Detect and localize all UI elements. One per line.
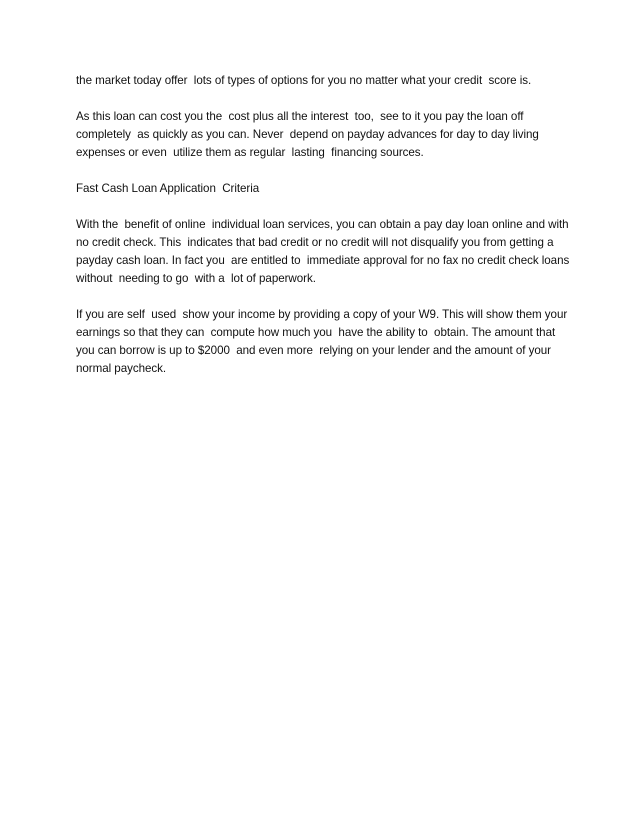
text-line: If you are self used show your income by providing a copy of your W9. This will show them your — [76, 308, 568, 321]
text-line: earnings so that they can compute how much you have the ability to obtain. The amount that — [76, 326, 556, 339]
paragraph-spacer — [76, 198, 576, 216]
text-line: completely as quickly as you can. Never depend on payday advances for day to day living — [76, 128, 539, 141]
paragraph — [76, 306, 576, 378]
text-line: normal paycheck. — [76, 362, 167, 375]
section-heading — [76, 180, 576, 198]
paragraph — [76, 216, 576, 288]
text-line: you can borrow is up to $2000 and even more relying on your lender and the amount of your — [76, 344, 551, 357]
paragraph — [76, 108, 576, 162]
heading-line: Fast Cash Loan Application Criteria — [76, 182, 260, 195]
text-line: With the benefit of online individual loan services, you can obtain a pay day loan online and with — [76, 218, 569, 231]
text-line: the market today offer lots of types of options for you no matter what your credit score is. — [76, 74, 532, 87]
text-line: As this loan can cost you the cost plus all the interest too, see to it you pay the loan off — [76, 110, 524, 123]
text-line: without needing to go with a lot of paperwork. — [76, 272, 316, 285]
paragraph-spacer — [76, 90, 576, 108]
text-line: expenses or even utilize them as regular lasting financing sources. — [76, 146, 424, 159]
text-line: no credit check. This indicates that bad credit or no credit will not disqualify you from getting a — [76, 236, 554, 249]
paragraph-spacer — [76, 288, 576, 306]
paragraph-spacer — [76, 162, 576, 180]
text-line: payday cash loan. In fact you are entitled to immediate approval for no fax no credit check loans — [76, 254, 570, 267]
document-body — [76, 72, 576, 378]
paragraph — [76, 72, 576, 90]
